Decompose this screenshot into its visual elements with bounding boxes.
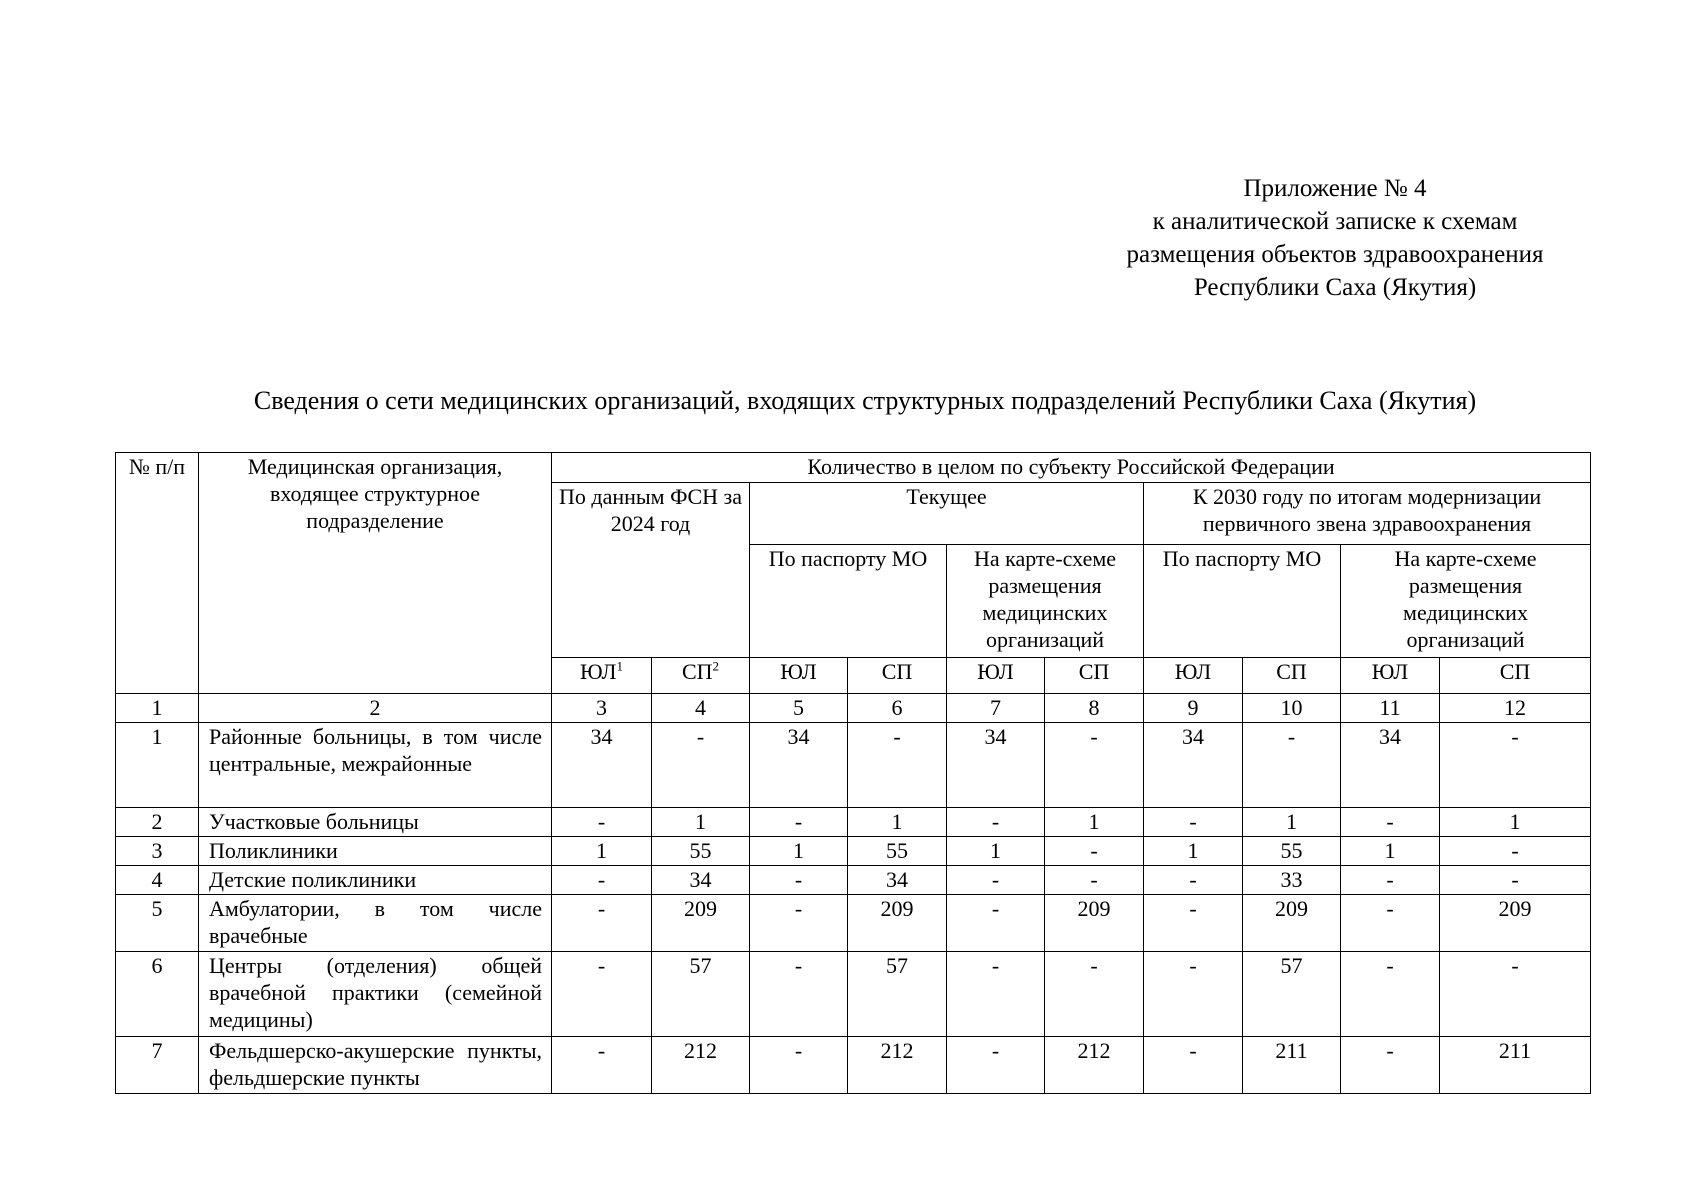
cell-value: 212 xyxy=(1045,1037,1144,1094)
cell-value: - xyxy=(1341,866,1440,895)
table-row xyxy=(116,723,1591,808)
row-number: 7 xyxy=(116,1037,199,1094)
cell-value: 209 xyxy=(1440,895,1591,952)
cell-value: - xyxy=(750,952,848,1037)
header-map-2030: На карте-схеме размещения медицинских организаций xyxy=(1341,545,1591,658)
table-body xyxy=(116,723,1591,1094)
row-number: 5 xyxy=(116,895,199,952)
cell-value: - xyxy=(1341,1037,1440,1094)
cell-value: 1 xyxy=(1440,808,1591,837)
header-organization: Медицинская организация, входящее структурное подразделение xyxy=(199,453,552,694)
appendix-line-3: размещения объектов здравоохранения xyxy=(1126,241,1544,268)
cell-value: 212 xyxy=(848,1037,947,1094)
appendix-line-4: Республики Саха (Якутия) xyxy=(1193,274,1477,301)
footnote-2: 2 xyxy=(712,658,720,674)
cell-value: - xyxy=(750,808,848,837)
cell-value: - xyxy=(1341,808,1440,837)
cell-value: - xyxy=(552,895,652,952)
header-total: Количество в целом по субъекту Российской Федерации xyxy=(552,453,1591,483)
cell-value: - xyxy=(1341,952,1440,1037)
cell-value: - xyxy=(1440,952,1591,1037)
cell-value: - xyxy=(848,723,947,808)
row-number: 6 xyxy=(116,952,199,1037)
cell-value: 211 xyxy=(1243,1037,1341,1094)
cell-value: - xyxy=(750,1037,848,1094)
header-passport-current: По паспорту МО xyxy=(750,545,947,658)
row-name: Фельдшерско-акушерские пункты, фельдшерские пункты xyxy=(199,1037,552,1094)
cell-value: - xyxy=(750,866,848,895)
organizations-table xyxy=(115,452,1591,1094)
table-row xyxy=(116,1037,1591,1094)
cell-value: - xyxy=(1144,952,1243,1037)
header-yul: ЮЛ xyxy=(750,658,848,694)
table-row xyxy=(116,837,1591,866)
cell-value: - xyxy=(552,952,652,1037)
cell-value: 209 xyxy=(1045,895,1144,952)
column-number: 12 xyxy=(1440,694,1591,723)
cell-value: 55 xyxy=(848,837,947,866)
cell-value: 211 xyxy=(1440,1037,1591,1094)
footnote-1: 1 xyxy=(616,658,623,674)
cell-value: 57 xyxy=(652,952,750,1037)
cell-value: - xyxy=(1440,837,1591,866)
header-sp: СП xyxy=(1243,658,1341,694)
cell-value: 55 xyxy=(652,837,750,866)
cell-value: - xyxy=(1144,1037,1243,1094)
column-number: 11 xyxy=(1341,694,1440,723)
column-number: 2 xyxy=(199,694,552,723)
column-number: 4 xyxy=(652,694,750,723)
cell-value: - xyxy=(750,895,848,952)
cell-value: 1 xyxy=(1341,837,1440,866)
cell-value: - xyxy=(552,1037,652,1094)
column-number: 6 xyxy=(848,694,947,723)
table-row xyxy=(116,952,1591,1037)
row-number: 2 xyxy=(116,808,199,837)
row-name: Участковые больницы xyxy=(199,808,552,837)
cell-value: 209 xyxy=(1243,895,1341,952)
header-sp: СП xyxy=(1440,658,1591,694)
row-name: Районные больницы, в том числе центральные, межрайонные xyxy=(199,723,552,808)
cell-value: 34 xyxy=(947,723,1045,808)
cell-value: 57 xyxy=(1243,952,1341,1037)
cell-value: - xyxy=(1440,723,1591,808)
column-number: 1 xyxy=(116,694,199,723)
cell-value: 34 xyxy=(848,866,947,895)
column-numbers-row xyxy=(116,694,1591,723)
appendix-line-2: к аналитической записке к схемам xyxy=(1152,208,1518,235)
header-sp: СП xyxy=(848,658,947,694)
column-number: 7 xyxy=(947,694,1045,723)
cell-value: 55 xyxy=(1243,837,1341,866)
cell-value: - xyxy=(947,808,1045,837)
document-title: Сведения о сети медицинских организаций, входящих структурных подразделений Республики Саха (Якутия) xyxy=(253,386,1477,415)
cell-value: 34 xyxy=(750,723,848,808)
cell-value: 1 xyxy=(1144,837,1243,866)
cell-value: - xyxy=(947,866,1045,895)
cell-value: 1 xyxy=(750,837,848,866)
cell-value: - xyxy=(947,895,1045,952)
cell-value: - xyxy=(1243,723,1341,808)
header-map-current: На карте-схеме размещения медицинских организаций xyxy=(947,545,1144,658)
cell-value: 212 xyxy=(652,1037,750,1094)
appendix-block xyxy=(1095,172,1575,304)
appendix-line-1: Приложение № 4 xyxy=(1243,175,1427,202)
table-row xyxy=(116,808,1591,837)
cell-value: - xyxy=(1341,895,1440,952)
header-yul: ЮЛ xyxy=(1144,658,1243,694)
cell-value: - xyxy=(1045,866,1144,895)
header-yul: ЮЛ xyxy=(947,658,1045,694)
cell-value: 1 xyxy=(652,808,750,837)
column-number: 9 xyxy=(1144,694,1243,723)
cell-value: - xyxy=(1045,723,1144,808)
cell-value: 1 xyxy=(1243,808,1341,837)
cell-value: 209 xyxy=(848,895,947,952)
header-yul: ЮЛ xyxy=(1341,658,1440,694)
header-sp: $СП^2$ xyxy=(652,658,750,694)
row-name: Поликлиники xyxy=(199,837,552,866)
cell-value: - xyxy=(652,723,750,808)
cell-value: 1 xyxy=(947,837,1045,866)
cell-value: 34 xyxy=(652,866,750,895)
row-name: Детские поликлиники xyxy=(199,866,552,895)
row-number: 1 xyxy=(116,723,199,808)
cell-value: - xyxy=(1440,866,1591,895)
cell-value: - xyxy=(552,808,652,837)
cell-value: - xyxy=(552,866,652,895)
cell-value: 33 xyxy=(1243,866,1341,895)
column-number: 3 xyxy=(552,694,652,723)
cell-value: 34 xyxy=(1341,723,1440,808)
cell-value: - xyxy=(1144,895,1243,952)
table-header xyxy=(116,453,1591,723)
row-number: 4 xyxy=(116,866,199,895)
cell-value: - xyxy=(1045,837,1144,866)
cell-value: 1 xyxy=(1045,808,1144,837)
column-number: 5 xyxy=(750,694,848,723)
column-number: 10 xyxy=(1243,694,1341,723)
table-row xyxy=(116,866,1591,895)
cell-value: - xyxy=(1144,866,1243,895)
cell-value: 1 xyxy=(552,837,652,866)
cell-value: 57 xyxy=(848,952,947,1037)
header-passport-2030: По паспорту МО xyxy=(1144,545,1341,658)
cell-value: - xyxy=(947,952,1045,1037)
cell-value: - xyxy=(1045,952,1144,1037)
table-row xyxy=(116,895,1591,952)
cell-value: 34 xyxy=(552,723,652,808)
cell-value: - xyxy=(947,1037,1045,1094)
cell-value: 34 xyxy=(1144,723,1243,808)
cell-value: 1 xyxy=(848,808,947,837)
header-fsn: По данным ФСН за 2024 год xyxy=(552,483,750,658)
header-2030: К 2030 году по итогам модернизации первичного звена здравоохранения xyxy=(1144,483,1591,545)
header-num: № п/п xyxy=(116,453,199,694)
header-current: Текущее xyxy=(750,483,1144,545)
row-number: 3 xyxy=(116,837,199,866)
header-sp: СП xyxy=(1045,658,1144,694)
column-number: 8 xyxy=(1045,694,1144,723)
row-name: Центры (отделения) общей врачебной практики (семейной медицины) xyxy=(199,952,552,1037)
cell-value: - xyxy=(1144,808,1243,837)
cell-value: 209 xyxy=(652,895,750,952)
row-name: Амбулатории, в том числе врачебные xyxy=(199,895,552,952)
header-yul: $ЮЛ^1$ xyxy=(552,658,652,694)
